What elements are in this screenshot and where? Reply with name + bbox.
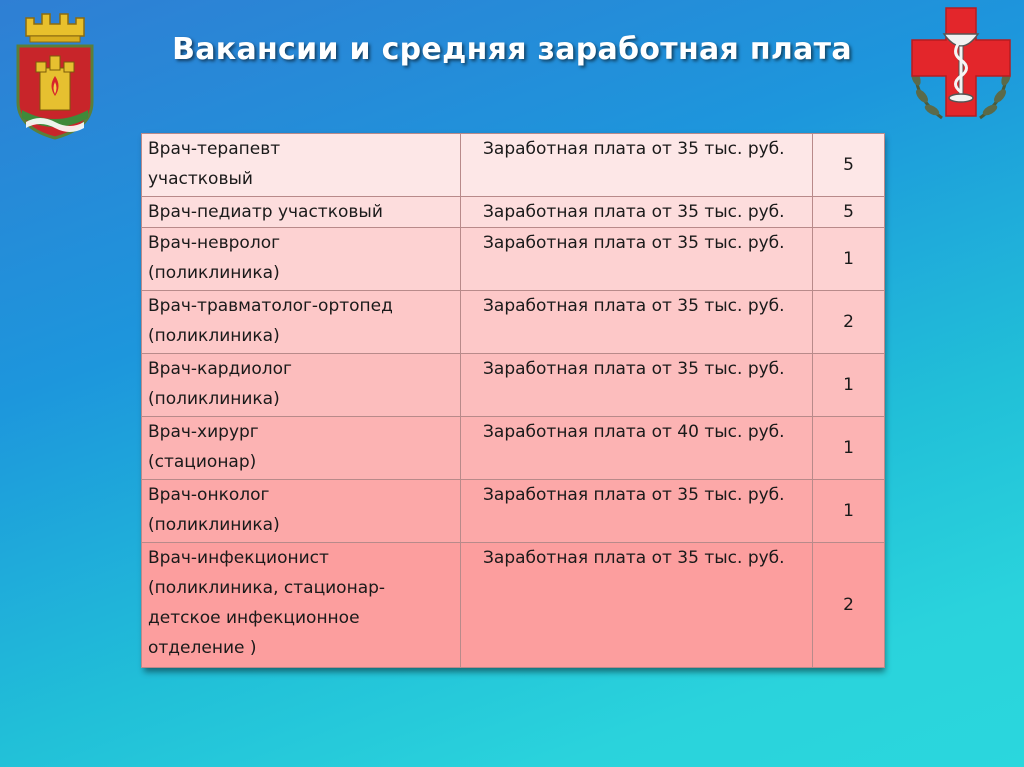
salary-cell: Заработная плата от 35 тыс. руб. [461, 228, 813, 291]
salary-cell: Заработная плата от 35 тыс. руб. [461, 480, 813, 543]
vacancy-count-cell: 1 [813, 417, 885, 480]
vacancies-table-container [141, 133, 882, 668]
position-cell [142, 354, 461, 417]
position-name: Врач-травматолог-ортопед (поликлиника) [148, 296, 393, 346]
coat-of-arms-graphic [12, 10, 98, 140]
position-name: Врач-онколог (поликлиника) [148, 485, 280, 535]
position-cell [142, 543, 461, 668]
position-name: Врач-инфекционист (поликлиника, стационар- детское инфекционное отделение ) [148, 548, 386, 658]
vacancy-count-cell: 5 [813, 134, 885, 197]
table-row [142, 543, 885, 668]
position-cell [142, 291, 461, 354]
position-cell [142, 134, 461, 197]
position-cell [142, 228, 461, 291]
position-name: Врач-кардиолог (поликлиника) [148, 359, 292, 409]
table-row [142, 417, 885, 480]
vacancy-count-cell: 2 [813, 291, 885, 354]
vacancy-count-cell: 1 [813, 354, 885, 417]
vacancy-count-cell: 2 [813, 543, 885, 668]
vacancy-count-cell: 1 [813, 228, 885, 291]
position-cell [142, 480, 461, 543]
table-row [142, 134, 885, 197]
table-row [142, 197, 885, 228]
salary-cell: Заработная плата от 35 тыс. руб. [461, 543, 813, 668]
vacancy-count-cell: 5 [813, 197, 885, 228]
position-name: Врач-невролог (поликлиника) [148, 233, 281, 283]
salary-cell: Заработная плата от 35 тыс. руб. [461, 197, 813, 228]
position-cell [142, 417, 461, 480]
table-row [142, 291, 885, 354]
table-row [142, 480, 885, 543]
salary-cell: Заработная плата от 40 тыс. руб. [461, 417, 813, 480]
position-name: Врач-хирург (стационар) [148, 422, 259, 472]
salary-cell: Заработная плата от 35 тыс. руб. [461, 134, 813, 197]
page-title: Вакансии и средняя заработная плата [172, 32, 852, 67]
salary-cell: Заработная плата от 35 тыс. руб. [461, 291, 813, 354]
medical-emblem-graphic [902, 4, 1020, 126]
table-row [142, 354, 885, 417]
table-row [142, 228, 885, 291]
position-name: Врач-педиатр участковый [148, 202, 383, 222]
city-coat-of-arms-icon [12, 10, 98, 140]
medical-cross-chalice-icon [902, 4, 1020, 126]
position-name: Врач-терапевт участковый [148, 139, 281, 189]
position-cell [142, 197, 461, 228]
vacancies-table [141, 133, 885, 668]
salary-cell: Заработная плата от 35 тыс. руб. [461, 354, 813, 417]
vacancy-count-cell: 1 [813, 480, 885, 543]
